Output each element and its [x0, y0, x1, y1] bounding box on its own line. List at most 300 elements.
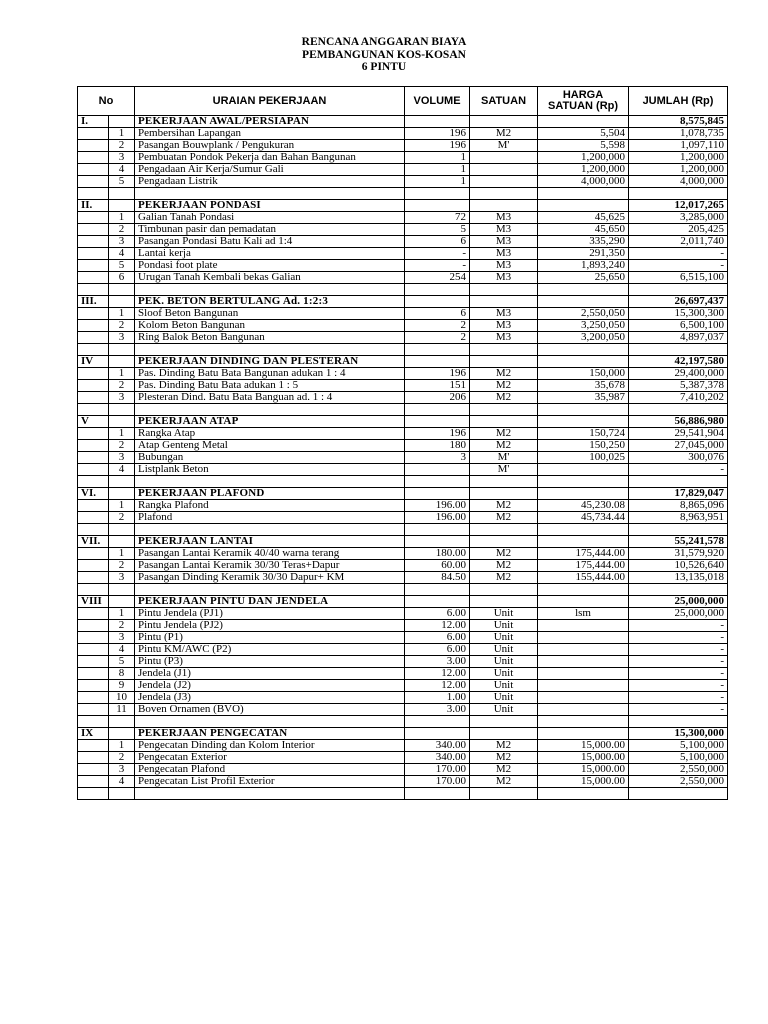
section-empty-no: [109, 728, 135, 740]
spacer-cell: [405, 476, 470, 488]
title-line-3: 6 PINTU: [361, 61, 407, 73]
item-number: 11: [109, 704, 135, 716]
table-row: [78, 548, 728, 560]
item-unit: M': [470, 464, 538, 476]
item-amount: 8,865,096: [629, 500, 728, 512]
section-empty-volume: [405, 116, 470, 128]
item-number: 4: [109, 164, 135, 176]
item-number: 4: [109, 248, 135, 260]
item-unit-price: 150,724: [538, 428, 629, 440]
item-amount: 13,135,018: [629, 572, 728, 584]
row-empty-no: [78, 692, 109, 704]
item-description: Pasangan Bouwplank / Pengukuran: [135, 140, 405, 152]
item-unit: M2: [470, 128, 538, 140]
title-line-1: RENCANA ANGGARAN BIAYA: [301, 36, 467, 48]
item-description: Jendela (J1): [135, 668, 405, 680]
item-number: 10: [109, 692, 135, 704]
table-row: [78, 152, 728, 164]
section-total: 15,300,000: [629, 728, 728, 740]
item-description: Pas. Dinding Batu Bata Bangunan adukan 1 : 4: [135, 368, 405, 380]
row-empty-no: [78, 320, 109, 332]
item-amount: 205,425: [629, 224, 728, 236]
item-volume: 196: [405, 140, 470, 152]
item-amount: -: [629, 668, 728, 680]
item-unit: Unit: [470, 632, 538, 644]
spacer-row: [78, 584, 728, 596]
spacer-row: [78, 404, 728, 416]
row-empty-no: [78, 620, 109, 632]
spacer-row: [78, 716, 728, 728]
item-description: Pasangan Lantai Keramik 40/40 warna terang: [135, 548, 405, 560]
spacer-cell: [135, 404, 405, 416]
item-unit-price: 15,000.00: [538, 752, 629, 764]
item-volume: 12.00: [405, 668, 470, 680]
item-unit-price: lsm: [538, 608, 629, 620]
item-description: Listplank Beton: [135, 464, 405, 476]
item-amount: 5,387,378: [629, 380, 728, 392]
item-amount: -: [629, 248, 728, 260]
item-number: 3: [109, 152, 135, 164]
table-row: [78, 272, 728, 284]
table-row: [78, 224, 728, 236]
spacer-cell: [135, 284, 405, 296]
row-empty-no: [78, 164, 109, 176]
spacer-cell: [629, 788, 728, 800]
item-description: Pengecatan Plafond: [135, 764, 405, 776]
section-total: 42,197,580: [629, 356, 728, 368]
item-description: Pintu Jendela (PJ1): [135, 608, 405, 620]
section-total: 25,000,000: [629, 596, 728, 608]
item-volume: 206: [405, 392, 470, 404]
item-unit: Unit: [470, 608, 538, 620]
row-empty-no: [78, 452, 109, 464]
spacer-cell: [629, 476, 728, 488]
section-empty-satuan: [470, 416, 538, 428]
item-unit: M2: [470, 572, 538, 584]
section-row: [78, 488, 728, 500]
header-no: No: [78, 87, 135, 116]
item-unit-price: [538, 680, 629, 692]
item-volume: 84.50: [405, 572, 470, 584]
item-number: 5: [109, 260, 135, 272]
section-row: [78, 728, 728, 740]
item-unit-price: 100,025: [538, 452, 629, 464]
item-description: Sloof Beton Bangunan: [135, 308, 405, 320]
item-unit: M2: [470, 764, 538, 776]
item-number: 6: [109, 272, 135, 284]
spacer-row: [78, 788, 728, 800]
section-empty-volume: [405, 728, 470, 740]
item-unit-price: 35,678: [538, 380, 629, 392]
section-row: [78, 200, 728, 212]
section-empty-satuan: [470, 728, 538, 740]
item-number: 2: [109, 512, 135, 524]
item-volume: 170.00: [405, 776, 470, 788]
item-unit-price: 15,000.00: [538, 776, 629, 788]
table-row: [78, 500, 728, 512]
item-volume: 3.00: [405, 656, 470, 668]
spacer-cell: [629, 404, 728, 416]
table-row: [78, 608, 728, 620]
item-description: Pengecatan Dinding dan Kolom Interior: [135, 740, 405, 752]
item-volume: 5: [405, 224, 470, 236]
spacer-row: [78, 188, 728, 200]
item-unit-price: 45,734.44: [538, 512, 629, 524]
item-volume: 254: [405, 272, 470, 284]
section-empty-harga: [538, 728, 629, 740]
item-amount: 2,550,000: [629, 764, 728, 776]
section-empty-no: [109, 596, 135, 608]
spacer-cell: [109, 788, 135, 800]
item-unit-price: [538, 464, 629, 476]
row-empty-no: [78, 656, 109, 668]
item-unit: M2: [470, 428, 538, 440]
item-volume: 340.00: [405, 752, 470, 764]
header-harga: HARGA SATUAN (Rp): [538, 87, 629, 116]
item-number: 3: [109, 572, 135, 584]
item-description: Pengadaan Listrik: [135, 176, 405, 188]
item-amount: -: [629, 464, 728, 476]
item-number: 1: [109, 368, 135, 380]
item-unit: M3: [470, 260, 538, 272]
row-empty-no: [78, 572, 109, 584]
section-empty-harga: [538, 116, 629, 128]
item-description: Pintu (P3): [135, 656, 405, 668]
spacer-row: [78, 476, 728, 488]
spacer-cell: [629, 188, 728, 200]
item-amount: 1,097,110: [629, 140, 728, 152]
section-title: PEKERJAAN PONDASI: [135, 200, 405, 212]
item-amount: 7,410,202: [629, 392, 728, 404]
spacer-cell: [405, 188, 470, 200]
spacer-cell: [629, 284, 728, 296]
item-number: 4: [109, 776, 135, 788]
item-description: Pondasi foot plate: [135, 260, 405, 272]
item-number: 2: [109, 380, 135, 392]
item-number: 9: [109, 680, 135, 692]
header-jumlah: JUMLAH (Rp): [629, 87, 728, 116]
spacer-cell: [135, 788, 405, 800]
item-volume: 196.00: [405, 500, 470, 512]
item-amount: 3,285,000: [629, 212, 728, 224]
item-description: Plafond: [135, 512, 405, 524]
item-volume: 1: [405, 152, 470, 164]
section-title: PEKERJAAN DINDING DAN PLESTERAN: [135, 356, 405, 368]
spacer-cell: [78, 716, 109, 728]
item-number: 2: [109, 440, 135, 452]
spacer-cell: [470, 344, 538, 356]
section-empty-no: [109, 536, 135, 548]
spacer-cell: [405, 584, 470, 596]
section-empty-harga: [538, 488, 629, 500]
item-amount: 10,526,640: [629, 560, 728, 572]
spacer-cell: [109, 584, 135, 596]
item-description: Pembuatan Pondok Pekerja dan Bahan Bangunan: [135, 152, 405, 164]
item-volume: 180: [405, 440, 470, 452]
row-empty-no: [78, 680, 109, 692]
spacer-cell: [538, 476, 629, 488]
item-unit: M2: [470, 380, 538, 392]
item-unit-price: 1,893,240: [538, 260, 629, 272]
section-empty-no: [109, 296, 135, 308]
section-empty-volume: [405, 356, 470, 368]
item-number: 4: [109, 464, 135, 476]
table-row: [78, 248, 728, 260]
item-volume: [405, 464, 470, 476]
item-amount: 300,076: [629, 452, 728, 464]
item-description: Pintu Jendela (PJ2): [135, 620, 405, 632]
item-number: 1: [109, 212, 135, 224]
spacer-cell: [109, 476, 135, 488]
spacer-cell: [405, 344, 470, 356]
table-row: [78, 128, 728, 140]
item-number: 1: [109, 308, 135, 320]
table-row: [78, 452, 728, 464]
spacer-cell: [109, 344, 135, 356]
item-volume: 196: [405, 368, 470, 380]
item-unit: M': [470, 140, 538, 152]
table-row: [78, 140, 728, 152]
row-empty-no: [78, 428, 109, 440]
section-empty-satuan: [470, 200, 538, 212]
item-unit: M2: [470, 500, 538, 512]
row-empty-no: [78, 176, 109, 188]
item-number: 2: [109, 752, 135, 764]
table-row: [78, 572, 728, 584]
section-title: PEKERJAAN LANTAI: [135, 536, 405, 548]
item-description: Jendela (J3): [135, 692, 405, 704]
table-row: [78, 668, 728, 680]
item-unit: Unit: [470, 644, 538, 656]
spacer-row: [78, 524, 728, 536]
item-amount: 29,541,904: [629, 428, 728, 440]
section-title: PEKERJAAN ATAP: [135, 416, 405, 428]
table-row: [78, 620, 728, 632]
row-empty-no: [78, 128, 109, 140]
item-unit-price: 45,230.08: [538, 500, 629, 512]
section-title: PEKERJAAN PINTU DAN JENDELA: [135, 596, 405, 608]
item-number: 3: [109, 332, 135, 344]
item-number: 3: [109, 392, 135, 404]
item-amount: 2,550,000: [629, 776, 728, 788]
section-empty-volume: [405, 536, 470, 548]
item-volume: -: [405, 260, 470, 272]
table-row: [78, 428, 728, 440]
item-description: Pasangan Pondasi Batu Kali ad 1:4: [135, 236, 405, 248]
item-number: 3: [109, 236, 135, 248]
item-volume: 12.00: [405, 680, 470, 692]
item-description: Rangka Plafond: [135, 500, 405, 512]
item-amount: -: [629, 260, 728, 272]
item-number: 1: [109, 500, 135, 512]
table-row: [78, 332, 728, 344]
table-row: [78, 380, 728, 392]
section-empty-no: [109, 356, 135, 368]
spacer-cell: [135, 344, 405, 356]
section-row: [78, 356, 728, 368]
item-unit-price: 3,200,050: [538, 332, 629, 344]
item-unit: Unit: [470, 680, 538, 692]
item-volume: 340.00: [405, 740, 470, 752]
item-unit-price: 15,000.00: [538, 740, 629, 752]
item-description: Jendela (J2): [135, 680, 405, 692]
section-empty-harga: [538, 536, 629, 548]
spacer-cell: [78, 476, 109, 488]
section-empty-no: [109, 488, 135, 500]
item-unit: M2: [470, 368, 538, 380]
section-row: [78, 116, 728, 128]
section-row: [78, 596, 728, 608]
item-unit-price: 175,444.00: [538, 548, 629, 560]
item-description: Atap Genteng Metal: [135, 440, 405, 452]
section-empty-volume: [405, 488, 470, 500]
row-empty-no: [78, 764, 109, 776]
row-empty-no: [78, 392, 109, 404]
header-uraian: URAIAN PEKERJAAN: [135, 87, 405, 116]
item-amount: 2,011,740: [629, 236, 728, 248]
spacer-cell: [109, 524, 135, 536]
section-row: [78, 416, 728, 428]
item-number: 1: [109, 608, 135, 620]
item-volume: -: [405, 248, 470, 260]
spacer-cell: [470, 284, 538, 296]
item-unit-price: 15,000.00: [538, 764, 629, 776]
item-description: Pintu KM/AWC (P2): [135, 644, 405, 656]
table-row: [78, 776, 728, 788]
item-unit: [470, 152, 538, 164]
item-unit-price: 5,598: [538, 140, 629, 152]
item-number: 8: [109, 668, 135, 680]
section-empty-satuan: [470, 488, 538, 500]
spacer-cell: [78, 584, 109, 596]
spacer-cell: [470, 716, 538, 728]
item-unit: M2: [470, 512, 538, 524]
item-amount: -: [629, 692, 728, 704]
spacer-cell: [78, 788, 109, 800]
spacer-cell: [538, 524, 629, 536]
item-volume: 151: [405, 380, 470, 392]
item-amount: 27,045,000: [629, 440, 728, 452]
item-unit: M3: [470, 320, 538, 332]
section-number: II.: [78, 200, 109, 212]
section-empty-harga: [538, 356, 629, 368]
spacer-cell: [109, 404, 135, 416]
spacer-cell: [78, 344, 109, 356]
spacer-cell: [109, 716, 135, 728]
table-row: [78, 560, 728, 572]
item-number: 2: [109, 224, 135, 236]
item-number: 3: [109, 764, 135, 776]
item-unit-price: [538, 632, 629, 644]
section-empty-satuan: [470, 596, 538, 608]
row-empty-no: [78, 632, 109, 644]
section-row: [78, 296, 728, 308]
row-empty-no: [78, 332, 109, 344]
item-volume: 196.00: [405, 512, 470, 524]
item-unit-price: 5,504: [538, 128, 629, 140]
item-unit: M2: [470, 752, 538, 764]
section-empty-harga: [538, 296, 629, 308]
item-volume: 1: [405, 176, 470, 188]
section-empty-satuan: [470, 116, 538, 128]
item-number: 3: [109, 632, 135, 644]
section-number: VI.: [78, 488, 109, 500]
item-unit: M': [470, 452, 538, 464]
row-empty-no: [78, 212, 109, 224]
spacer-cell: [470, 584, 538, 596]
item-unit: M2: [470, 560, 538, 572]
item-volume: 6: [405, 236, 470, 248]
item-unit-price: 1,200,000: [538, 152, 629, 164]
table-row: [78, 440, 728, 452]
row-empty-no: [78, 380, 109, 392]
table-row: [78, 464, 728, 476]
item-number: 2: [109, 620, 135, 632]
item-amount: 4,897,037: [629, 332, 728, 344]
section-empty-volume: [405, 200, 470, 212]
spacer-cell: [538, 284, 629, 296]
item-description: Ring Balok Beton Bangunan: [135, 332, 405, 344]
item-volume: 1.00: [405, 692, 470, 704]
section-total: 26,697,437: [629, 296, 728, 308]
spacer-cell: [135, 476, 405, 488]
item-unit: M2: [470, 776, 538, 788]
item-description: Urugan Tanah Kembali bekas Galian: [135, 272, 405, 284]
item-amount: 5,100,000: [629, 752, 728, 764]
item-description: Pembersihan Lapangan: [135, 128, 405, 140]
item-unit: M3: [470, 224, 538, 236]
item-number: 1: [109, 428, 135, 440]
item-volume: 3.00: [405, 704, 470, 716]
item-unit: M2: [470, 392, 538, 404]
table-row: [78, 764, 728, 776]
item-unit-price: [538, 644, 629, 656]
row-empty-no: [78, 512, 109, 524]
item-unit-price: [538, 656, 629, 668]
item-volume: 60.00: [405, 560, 470, 572]
section-number: III.: [78, 296, 109, 308]
row-empty-no: [78, 368, 109, 380]
spacer-cell: [538, 404, 629, 416]
item-amount: -: [629, 704, 728, 716]
item-amount: 15,300,300: [629, 308, 728, 320]
spacer-cell: [135, 524, 405, 536]
budget-table: [77, 86, 728, 800]
item-volume: 3: [405, 452, 470, 464]
item-unit: [470, 164, 538, 176]
item-description: Pintu (P1): [135, 632, 405, 644]
row-empty-no: [78, 152, 109, 164]
section-empty-satuan: [470, 356, 538, 368]
row-empty-no: [78, 140, 109, 152]
section-title: PEK. BETON BERTULANG Ad. 1:2:3: [135, 296, 405, 308]
item-unit-price: 35,987: [538, 392, 629, 404]
item-unit-price: 45,625: [538, 212, 629, 224]
item-unit: Unit: [470, 620, 538, 632]
section-number: IX: [78, 728, 109, 740]
table-row: [78, 236, 728, 248]
spacer-cell: [78, 188, 109, 200]
row-empty-no: [78, 752, 109, 764]
row-empty-no: [78, 440, 109, 452]
table-row: [78, 752, 728, 764]
spacer-cell: [538, 716, 629, 728]
row-empty-no: [78, 548, 109, 560]
item-number: 2: [109, 320, 135, 332]
document-title: [0, 36, 768, 74]
item-unit-price: 2,550,050: [538, 308, 629, 320]
item-unit-price: 150,000: [538, 368, 629, 380]
